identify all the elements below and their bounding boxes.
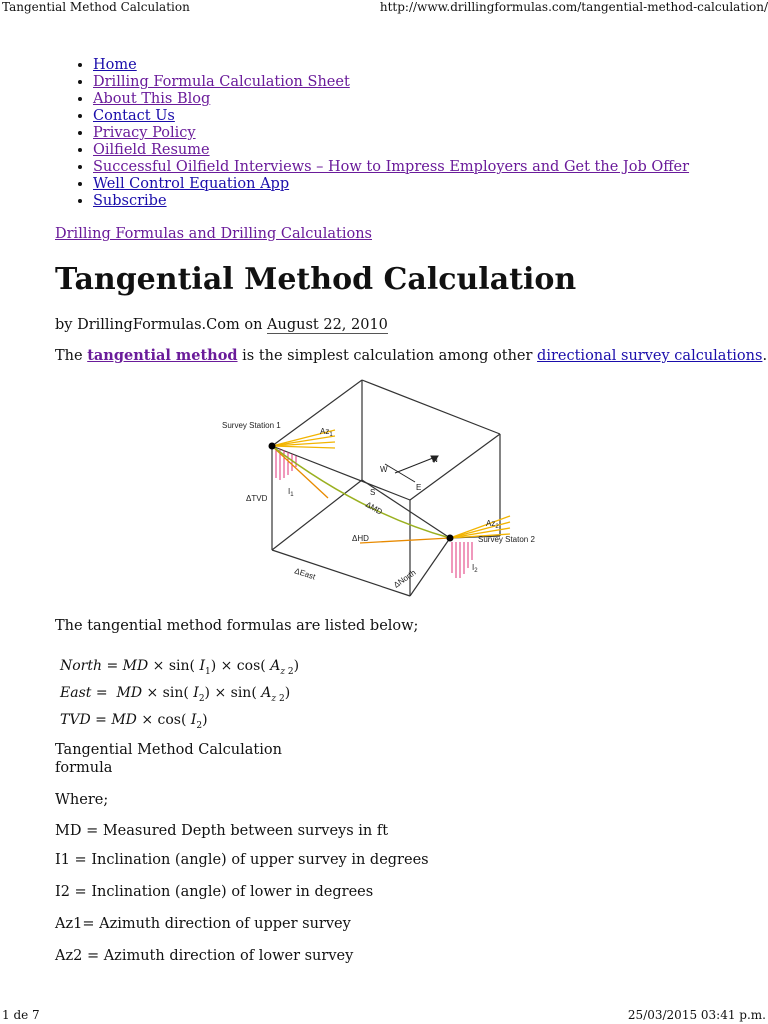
label-delta-north: ΔNorth xyxy=(391,567,418,590)
print-header-url: http://www.drillingformulas.com/tangential-method-calculation/ xyxy=(379,0,768,14)
definition-az1: Az1= Azimuth direction of upper survey xyxy=(55,916,351,932)
intro-post: . xyxy=(762,348,768,364)
formula-tvd: TVD = MD × cos( $I_2$) xyxy=(60,711,208,731)
label-i1: $I_1$ xyxy=(288,487,294,498)
category-breadcrumb xyxy=(55,226,372,242)
label-station-1: Survey Station 1 xyxy=(222,421,281,430)
nav-item-app xyxy=(93,176,689,193)
article-intro xyxy=(55,347,767,364)
nav-link-app[interactable]: Well Control Equation App xyxy=(93,176,290,192)
print-header-title: Tangential Method Calculation xyxy=(2,0,190,14)
label-az1: $Az_1$ xyxy=(320,427,333,438)
tangential-method-diagram xyxy=(210,378,550,598)
print-footer-page: 1 de 7 xyxy=(2,1008,40,1022)
nav-link-calc-sheet[interactable]: Drilling Formula Calculation Sheet xyxy=(93,74,350,90)
print-footer-timestamp: 25/03/2015 03:41 p.m. xyxy=(627,1008,766,1022)
nav-item-privacy xyxy=(93,125,689,142)
compass-e: E xyxy=(416,483,422,492)
tangential-method-link[interactable]: tangential method xyxy=(87,347,238,364)
compass-s: S xyxy=(370,488,376,497)
formula-block xyxy=(60,656,299,736)
nav-link-interviews[interactable]: Successful Oilfield Interviews – How to Impress Employers and Get the Job Offer xyxy=(93,159,690,175)
compass-n: N xyxy=(432,455,438,464)
label-delta-tvd: ΔTVD xyxy=(246,494,268,503)
byline-prefix: by DrillingFormulas.Com on xyxy=(55,317,268,333)
directional-survey-link[interactable]: directional survey calculations xyxy=(537,348,763,364)
nav-link-resume[interactable]: Oilfield Resume xyxy=(93,142,210,158)
label-i2: $I_2$ xyxy=(472,563,478,574)
definition-i1: I1 = Inclination (angle) of upper survey in degrees xyxy=(55,852,429,868)
nav-link-privacy[interactable]: Privacy Policy xyxy=(93,125,196,141)
caption-line-1: Tangential Method Calculation xyxy=(55,742,282,758)
nav-item-about xyxy=(93,91,689,108)
nav-link-subscribe[interactable]: Subscribe xyxy=(93,193,167,209)
nav-link-contact[interactable]: Contact Us xyxy=(93,108,175,124)
article-date: August 22, 2010 xyxy=(267,317,388,333)
formula-north: North = MD × sin( $I_1) \times \cos$( $A_{z 2}$) xyxy=(60,658,300,677)
where-label: Where; xyxy=(55,792,109,808)
nav-item-contact xyxy=(93,108,689,125)
caption-line-2: formula xyxy=(55,760,113,776)
nav-item-interviews xyxy=(93,159,689,176)
nav-item-calc-sheet xyxy=(93,74,689,91)
article-title: Tangential Method Calculation xyxy=(55,262,577,297)
label-delta-east: ΔEast xyxy=(293,566,317,582)
intro-pre: The xyxy=(55,348,88,364)
nav-link-about[interactable]: About This Blog xyxy=(93,91,211,107)
nav-item-resume xyxy=(93,142,689,159)
compass-w: W xyxy=(380,465,388,474)
label-az2: $Az_2$ xyxy=(486,519,499,530)
category-link[interactable]: Drilling Formulas and Drilling Calculations xyxy=(55,226,372,242)
definition-md: MD = Measured Depth between surveys in ft xyxy=(55,823,389,839)
label-delta-hd: ΔHD xyxy=(352,534,369,543)
definition-az2: Az2 = Azimuth direction of lower survey xyxy=(55,948,354,964)
nav-link-home[interactable]: Home xyxy=(93,57,137,73)
nav-item-home xyxy=(93,57,689,74)
definition-i2: I2 = Inclination (angle) of lower in degrees xyxy=(55,884,374,900)
formulas-intro: The tangential method formulas are listed below; xyxy=(55,618,419,634)
site-navigation xyxy=(53,57,689,210)
intro-mid: is the simplest calculation among other xyxy=(237,348,538,364)
formula-east: East = MD × sin( $I_2) \times \sin$( $A_{z 2}$) xyxy=(60,684,291,704)
formula-caption xyxy=(55,741,282,777)
article-byline xyxy=(55,317,388,333)
label-delta-md: ΔMD xyxy=(364,499,384,517)
label-station-2: Survey Staton 2 xyxy=(478,535,535,544)
nav-item-subscribe xyxy=(93,193,689,210)
